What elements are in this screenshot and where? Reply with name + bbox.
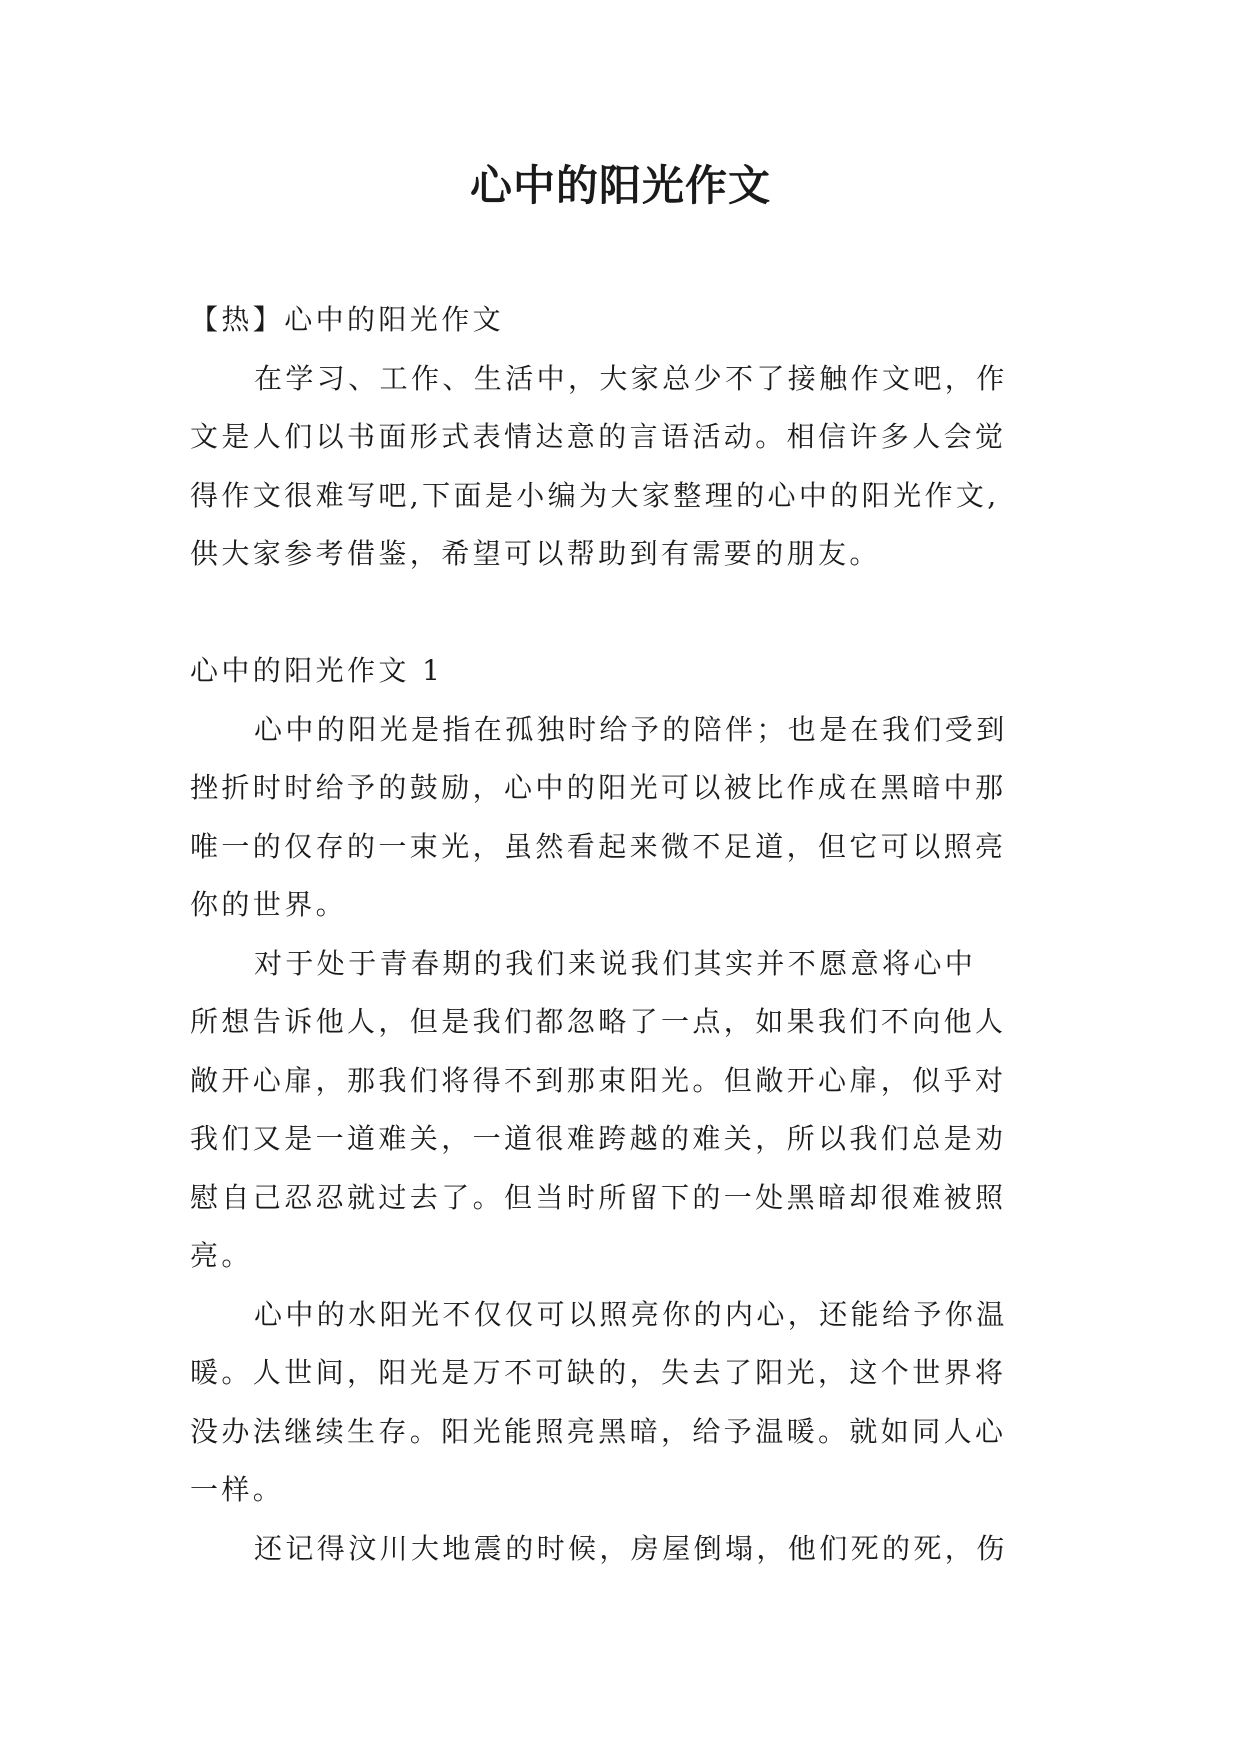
text-line: 文是人们以书面形式表情达意的言语活动。相信许多人会觉 xyxy=(190,420,1007,453)
text-line: 在学习、工作、生活中，大家总少不了接触作文吧，作 xyxy=(254,361,1008,395)
text-line: 我们又是一道难关，一道很难跨越的难关，所以我们总是劝 xyxy=(190,1122,1007,1155)
text-line: 所想告诉他人，但是我们都忽略了一点，如果我们不向他人 xyxy=(190,1005,1007,1038)
text-line: 暖。人世间，阳光是万不可缺的，失去了阳光，这个世界将 xyxy=(190,1356,1007,1389)
body-paragraph xyxy=(190,701,1054,935)
text-line: 供大家参考借鉴，希望可以帮助到有需要的朋友。 xyxy=(190,537,881,570)
intro-paragraph xyxy=(190,350,1054,584)
body-paragraph xyxy=(190,935,1054,1286)
text-line: 得作文很难写吧,下面是小编为大家整理的心中的阳光作文, xyxy=(190,478,1000,512)
text-line: 亮。 xyxy=(190,1239,253,1272)
intro-heading: 【热】心中的阳光作文 xyxy=(190,303,505,336)
text-line: 心中的水阳光不仅仅可以照亮你的内心，还能给予你温 xyxy=(254,1297,1008,1331)
body-paragraph xyxy=(190,1520,1054,1579)
body-paragraph xyxy=(190,1286,1054,1520)
text-line: 一样。 xyxy=(190,1473,285,1506)
text-line: 挫折时时给予的鼓励，心中的阳光可以被比作成在黑暗中那 xyxy=(190,771,1007,804)
text-line: 慰自己忍忍就过去了。但当时所留下的一处黑暗却很难被照 xyxy=(190,1180,1007,1214)
document-title: 心中的阳光作文 xyxy=(469,161,771,210)
blank-line xyxy=(190,584,1054,643)
text-line: 还记得汶川大地震的时候，房屋倒塌，他们死的死，伤 xyxy=(254,1531,1008,1565)
text-line: 你的世界。 xyxy=(190,888,348,921)
section-heading: 心中的阳光作文 1 xyxy=(190,654,444,687)
text-line: 对于处于青春期的我们来说我们其实并不愿意将心中 xyxy=(254,946,977,980)
document-body xyxy=(190,291,1054,1578)
text-line: 唯一的仅存的一束光，虽然看起来微不足道，但它可以照亮 xyxy=(190,829,1007,863)
text-line: 没办法继续生存。阳光能照亮黑暗，给予温暖。就如同人心 xyxy=(190,1414,1007,1448)
text-line: 敞开心扉，那我们将得不到那束阳光。但敞开心扉，似乎对 xyxy=(190,1063,1007,1097)
text-line: 心中的阳光是指在孤独时给予的陪伴；也是在我们受到 xyxy=(254,712,1008,746)
